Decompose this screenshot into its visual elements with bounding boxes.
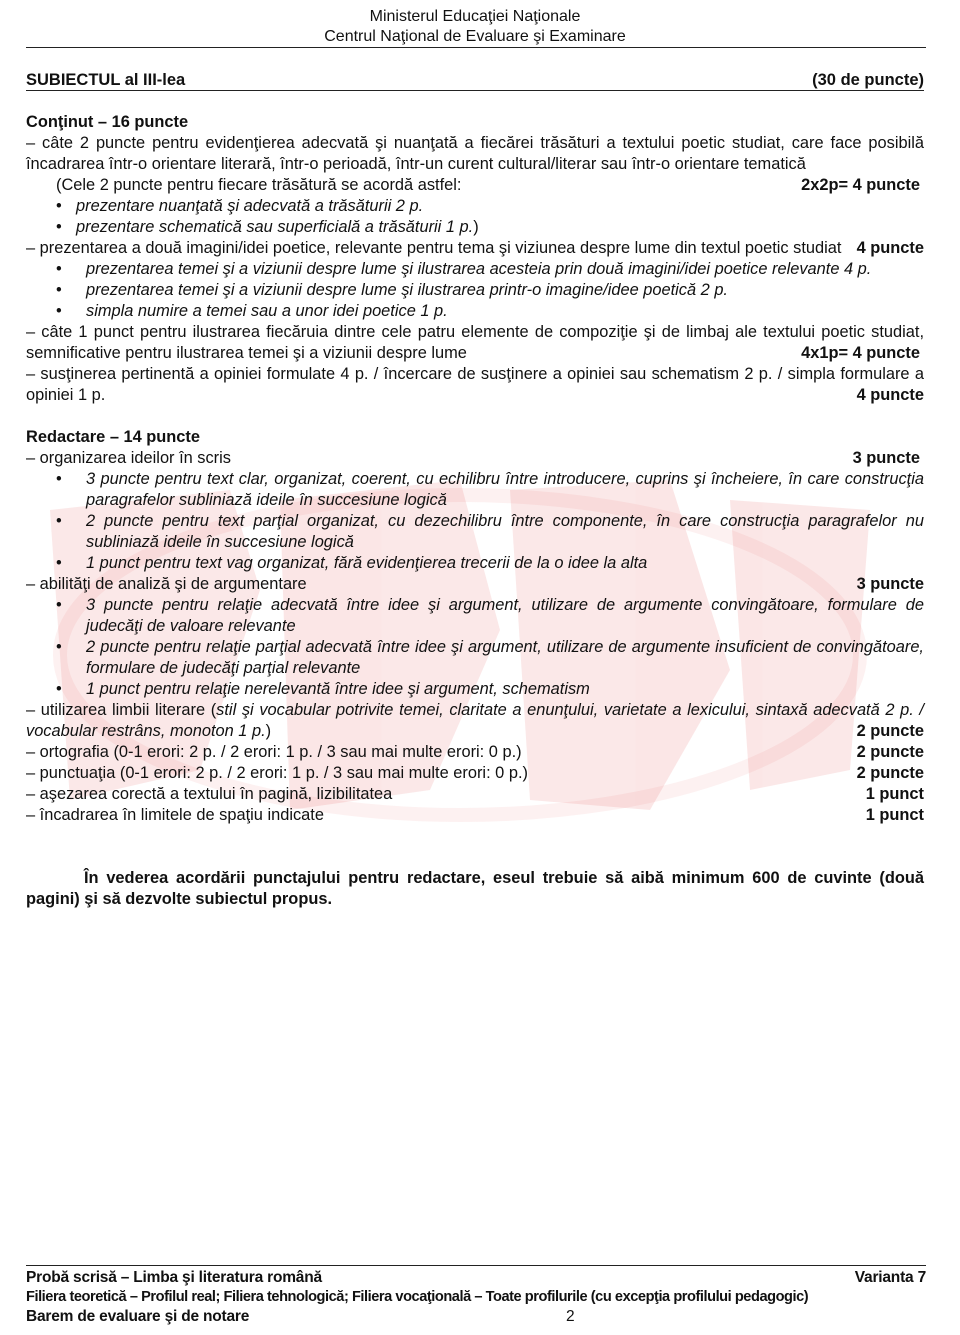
redactare-asezare: – aşezarea corectă a textului în pagină, lizibilitatea 1 punct bbox=[26, 785, 924, 803]
footer-line-1 bbox=[26, 1268, 926, 1288]
subject-points: (30 de puncte) bbox=[812, 71, 924, 89]
footer-exam: Probă scrisă – Limba şi literatura română bbox=[26, 1269, 322, 1286]
document-footer bbox=[26, 1265, 926, 1327]
redactare-org-bullets bbox=[26, 469, 924, 574]
continut-item-2: – prezentarea a două imagini/idei poetice, relevante pentru tema şi viziunea despre lume din textul poetic studiat 4 puncte bbox=[26, 239, 924, 257]
continut-heading: Conţinut – 16 puncte bbox=[26, 113, 189, 131]
list-item: • prezentarea temei şi a viziunii despre lume şi ilustrarea printr-o imagine/idee poetică 2 p. bbox=[26, 280, 924, 301]
list-item: • 3 puncte pentru relaţie adecvată între idee şi argument, utilizare de argumente convingătoare, formulare de judecăţi de valoare relevante bbox=[26, 595, 924, 637]
continut-item-3: – câte 1 punct pentru ilustrarea fiecăruia dintre cele patru elemente de compoziţie şi de limbaj ale textului poetic studiat, semnificative pentru ilustrarea temei şi a viziunii despre lume 4x1p= 4 puncte bbox=[26, 323, 924, 362]
redactare-arg-bullets bbox=[26, 595, 924, 700]
list-item: • simpla numire a temei sau a unor idei poetice 1 p. bbox=[26, 301, 924, 322]
document-page bbox=[26, 0, 926, 1325]
subject-title: SUBIECTUL al III-lea bbox=[26, 71, 186, 89]
points-label: 1 punct bbox=[865, 785, 924, 803]
final-note: În vederea acordării punctajului pentru redactare, eseul trebuie să aibă minimum 600 de cuvinte (două pagini) şi să dezvolte subiectul propus. bbox=[26, 869, 924, 908]
redactare-heading: Redactare – 14 puncte bbox=[26, 428, 200, 446]
content-body bbox=[26, 112, 924, 910]
points-label: 2 puncte bbox=[856, 743, 924, 761]
list-item: • 2 puncte pentru text parţial organizat, cu dezechilibru între componente, în care construcţia paragrafelor nu subliniază ideile în succesiune logică bbox=[26, 511, 924, 553]
redactare-limba: – utilizarea limbii literare (stil şi vocabular potrivite temei, claritate a enunţului, varietate a lexicului, sintaxă adecvată 2 p. / vocabular restrâns, monoton 1 p.) 2 puncte bbox=[26, 701, 924, 740]
points-label: 4x1p= 4 puncte bbox=[801, 344, 920, 362]
subject-title-row bbox=[26, 70, 924, 91]
redactare-ortografia: – ortografia (0-1 erori: 2 p. / 2 erori: 1 p. / 3 sau mai multe erori: 0 p.) 2 puncte bbox=[26, 743, 924, 761]
points-label: 3 puncte bbox=[852, 449, 920, 467]
list-item: • 3 puncte pentru text clar, organizat, coerent, cu echilibru între introducere, cuprins şi încheiere, în care construcţia paragrafelor subliniază ideile în succesiune logică bbox=[26, 469, 924, 511]
footer-filiera: Filiera teoretică – Profilul real; Filiera tehnologică; Filiera vocaţională – Toate profilurile (cu excepţia profilului pedagogic) bbox=[26, 1288, 809, 1305]
redactare-incadrare: – încadrarea în limitele de spaţiu indicate 1 punct bbox=[26, 806, 924, 824]
continut-item-1-bullets bbox=[26, 196, 924, 238]
points-label: 2 puncte bbox=[856, 722, 924, 740]
points-label: 1 punct bbox=[865, 806, 924, 824]
list-item: • 2 puncte pentru relaţie parţial adecvată între idee şi argument, utilizare de argumente insuficient de convingătoare, formulare de judecăţi parţial relevante bbox=[26, 637, 924, 679]
continut-item-1-note: (Cele 2 puncte pentru fiecare trăsătură se acordă astfel: bbox=[56, 176, 462, 194]
points-label: 4 puncte bbox=[856, 386, 924, 404]
continut-item-2-bullets bbox=[26, 259, 924, 322]
footer-line-2 bbox=[26, 1288, 926, 1308]
page-number: 2 bbox=[566, 1308, 575, 1325]
points-label: 2x2p= 4 puncte bbox=[801, 176, 920, 194]
continut-item-1: – câte 2 puncte pentru evidenţierea adecvată şi nuanţată a fiecărei trăsături a textului poetic studiat, care face posibilă încadrarea într-o orientare literară, într-o perioadă, într-un curent cultural/literar sau într-o orientare tematică 2x2p= 4 puncte bbox=[26, 134, 924, 194]
document-header bbox=[26, 0, 924, 47]
list-item: • prezentare schematică sau superficială a trăsăturii 1 p.) bbox=[26, 217, 924, 238]
ministry-name: Ministerul Educaţiei Naţionale bbox=[369, 8, 581, 25]
header-divider bbox=[26, 47, 926, 48]
center-name: Centrul Naţional de Evaluare şi Examinare bbox=[324, 28, 626, 45]
footer-variant: Varianta 7 bbox=[854, 1269, 926, 1286]
footer-barem: Barem de evaluare şi de notare bbox=[26, 1308, 250, 1325]
footer-line-3 bbox=[26, 1307, 926, 1327]
continut-item-4: – susţinerea pertinentă a opiniei formulate 4 p. / încercare de susţinere a opiniei sau schematism 2 p. / simpla formulare a opiniei 1 p. 4 puncte bbox=[26, 365, 924, 404]
points-label: 4 puncte bbox=[856, 239, 924, 257]
redactare-arg: – abilităţi de analiză şi de argumentare 3 puncte bbox=[26, 575, 924, 593]
points-label: 2 puncte bbox=[856, 764, 924, 782]
list-item: • 1 punct pentru text vag organizat, fără evidenţierea trecerii de la o idee la alta bbox=[26, 553, 924, 574]
redactare-punctuatia: – punctuaţia (0-1 erori: 2 p. / 2 erori: 1 p. / 3 sau mai multe erori: 0 p.) 2 puncte bbox=[26, 764, 924, 782]
list-item: • prezentare nuanţată şi adecvată a trăsăturii 2 p. bbox=[26, 196, 924, 217]
list-item: • prezentarea temei şi a viziunii despre lume şi ilustrarea acesteia prin două imagini/idei poetice relevante 4 p. bbox=[26, 259, 924, 280]
list-item: • 1 punct pentru relaţie nerelevantă între idee şi argument, schematism bbox=[26, 679, 924, 700]
points-label: 3 puncte bbox=[856, 575, 924, 593]
redactare-org: – organizarea ideilor în scris 3 puncte bbox=[26, 449, 920, 467]
